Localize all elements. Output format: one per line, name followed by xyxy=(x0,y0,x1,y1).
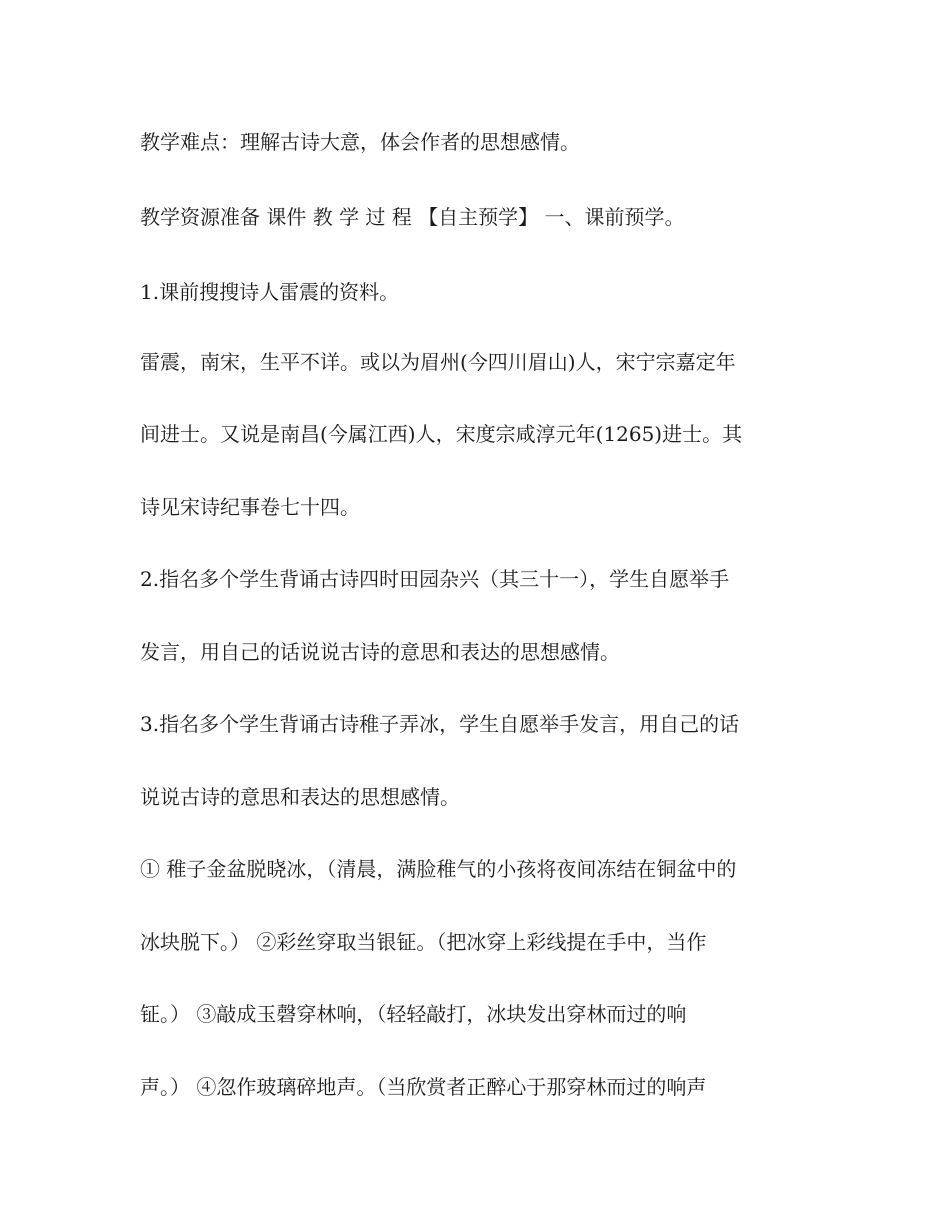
text-line-poet-bio-3: 诗见宋诗纪事卷七十四。 xyxy=(140,495,360,519)
text-line-poet-bio-2: 间进士。又说是南昌(今属江西)人，宋度宗咸淳元年(1265)进士。其 xyxy=(140,422,743,446)
text-line-item-2a: 2.指名多个学生背诵古诗四时田园杂兴（其三十一），学生自愿举手 xyxy=(140,567,730,591)
text-line-poem-1: ① 稚子金盆脱晓冰，（清晨，满脸稚气的小孩将夜间冻结在铜盆中的 xyxy=(140,857,737,881)
text-line-poem-2: 冰块脱下。） ②彩丝穿取当银钲。（把冰穿上彩线提在手中，当作 xyxy=(140,930,707,954)
text-line-poet-bio-1: 雷震，南宋，生平不详。或以为眉州(今四川眉山)人，宋宁宗嘉定年 xyxy=(140,350,736,374)
text-line-item-1: 1.课前搜搜诗人雷震的资料。 xyxy=(140,280,400,304)
text-line-poem-4: 声。） ④忽作玻璃碎地声。（当欣赏者正醉心于那穿林而过的响声 xyxy=(140,1075,707,1099)
text-line-item-2b: 发言，用自己的话说说古诗的意思和表达的思想感情。 xyxy=(140,640,620,664)
text-line-poem-3: 钲。） ③敲成玉磬穿林响，（轻轻敲打，冰块发出穿林而过的响 xyxy=(140,1002,687,1026)
text-line-item-3b: 说说古诗的意思和表达的思想感情。 xyxy=(140,785,460,809)
text-line-resources: 教学资源准备 课件 教 学 过 程 【自主预学】 一、课前预学。 xyxy=(140,205,685,229)
text-line-difficulty: 教学难点：理解古诗大意，体会作者的思想感情。 xyxy=(140,130,580,154)
text-line-item-3a: 3.指名多个学生背诵古诗稚子弄冰，学生自愿举手发言，用自己的话 xyxy=(140,712,740,736)
